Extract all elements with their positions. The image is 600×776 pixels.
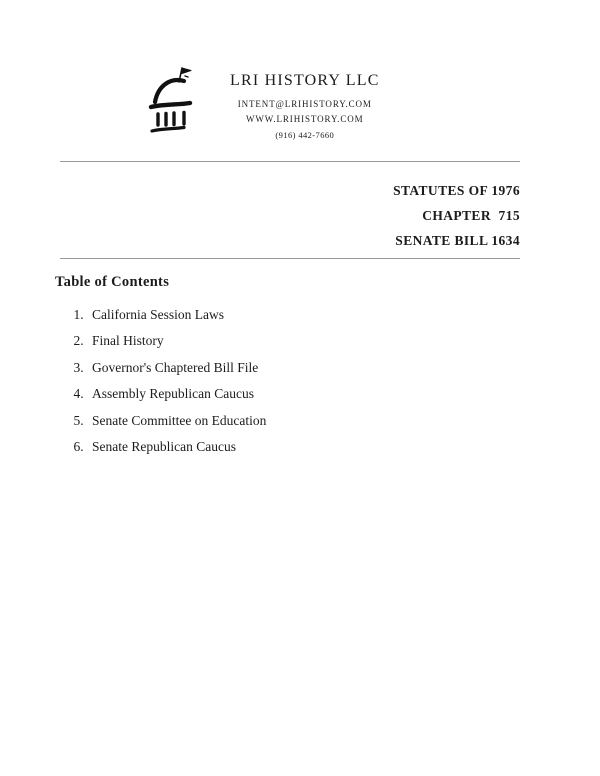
company-name: LRI HISTORY LLC	[230, 72, 380, 89]
toc-list	[55, 307, 540, 456]
company-phone: (916) 442-7660	[275, 129, 335, 140]
toc-item: 6. Senate Republican Caucus	[87, 439, 540, 456]
toc-item: 3. Governor's Chaptered Bill File	[87, 360, 540, 377]
toc-title: Table of Contents	[55, 274, 170, 290]
letterhead	[138, 62, 380, 142]
divider-top	[60, 161, 520, 162]
company-email: INTENT@LRIHISTORY.COM	[237, 99, 372, 109]
company-contact-block	[230, 62, 380, 142]
toc-item: 2. Final History	[87, 333, 540, 350]
toc-item: 5. Senate Committee on Education	[87, 413, 540, 430]
statutes-line: STATUTES OF 1976	[393, 183, 520, 198]
senate-bill-line: SENATE BILL 1634	[395, 232, 520, 248]
toc-item: 4. Assembly Republican Caucus	[87, 386, 540, 403]
bill-identification-block	[60, 179, 520, 254]
table-of-contents	[55, 274, 540, 465]
divider-bottom	[60, 258, 520, 259]
capitol-sketch-logo-icon	[138, 62, 210, 140]
toc-item: 1. California Session Laws	[87, 307, 540, 324]
company-website: WWW.LRIHISTORY.COM	[246, 114, 364, 125]
chapter-line: CHAPTER 715	[422, 207, 520, 223]
